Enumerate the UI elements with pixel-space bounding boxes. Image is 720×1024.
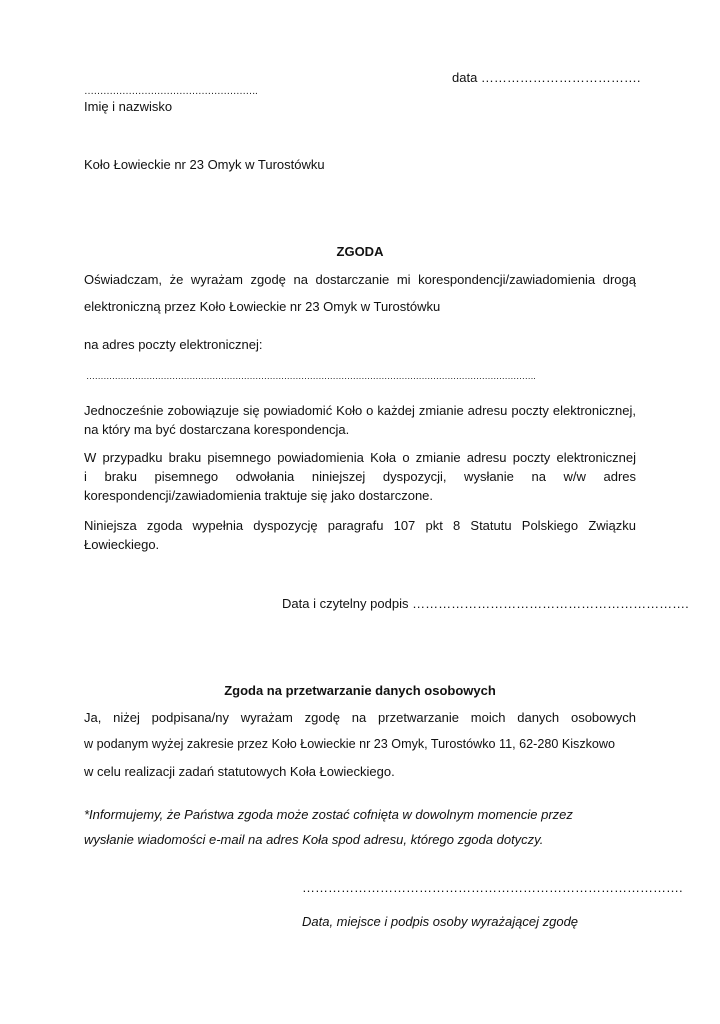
- info-line2: wysłanie wiadomości e-mail na adres Koła spod adresu, którego zgoda dotyczy.: [84, 832, 544, 847]
- name-label: Imię i nazwisko: [84, 99, 173, 114]
- consent-para3-line2: i braku pisemnego odwołania niniejszej dyspozycji, wysłanie na w/w adres: [84, 469, 636, 484]
- consent-para1-line1: Oświadczam, że wyrażam zgodę na dostarczanie mi korespondencji/zawiadomienia drogą: [84, 272, 636, 287]
- consent-para4-line2: Łowieckiego.: [84, 537, 160, 552]
- consent-para4-line1: Niniejsza zgoda wypełnia dyspozycję paragrafu 107 pkt 8 Statutu Polskiego Związku: [84, 518, 636, 533]
- data-processing-line2: w podanym wyżej zakresie przez Koło Łowieckie nr 23 Omyk, Turostówko 11, 62-280 Kiszkowo: [84, 737, 616, 751]
- data-processing-line1: Ja, niżej podpisana/ny wyrażam zgodę na przetwarzanie moich danych osobowych: [84, 710, 636, 725]
- data-processing-title: Zgoda na przetwarzanie danych osobowych: [224, 683, 496, 698]
- consent-title: ZGODA: [336, 244, 384, 259]
- consent-para3-line1: W przypadku braku pisemnego powiadomienia Koła o zmianie adresu poczty elektronicznej: [84, 450, 636, 465]
- info-line1: *Informujemy, że Państwa zgoda może zostać cofnięta w dowolnym momencie przez: [84, 807, 573, 822]
- signature-label: Data, miejsce i podpis osoby wyrażającej zgodę: [302, 914, 579, 929]
- consent-para2-line2: na który ma być dostarczana korespondencja.: [84, 422, 350, 437]
- consent-para1-line2: elektroniczną przez Koło Łowieckie nr 23 Omyk w Turostówku: [84, 299, 441, 314]
- club-name: Koło Łowieckie nr 23 Omyk w Turostówku: [84, 157, 325, 172]
- consent-para3-line3: korespondencji/zawiadomienia traktuje się jako dostarczone.: [84, 488, 434, 503]
- consent-para2-line1: Jednocześnie zobowiązuje się powiadomić Koło o każdej zmianie adresu poczty elektronicznej,: [84, 403, 636, 418]
- name-dots: ……………………………………………….: [84, 86, 258, 97]
- consent-signature: Data i czytelny podpis ……………………………………………………….: [282, 596, 689, 611]
- data-processing-line3: w celu realizacji zadań statutowych Koła Łowieckiego.: [84, 764, 395, 779]
- email-label: na adres poczty elektronicznej:: [84, 337, 263, 352]
- signature-dots: …………………………………………………………………………….: [302, 880, 683, 895]
- date-field: data ……………………………….: [452, 70, 641, 85]
- email-dots: ………………………………………………………………………………………………………………………………………….: [86, 371, 536, 381]
